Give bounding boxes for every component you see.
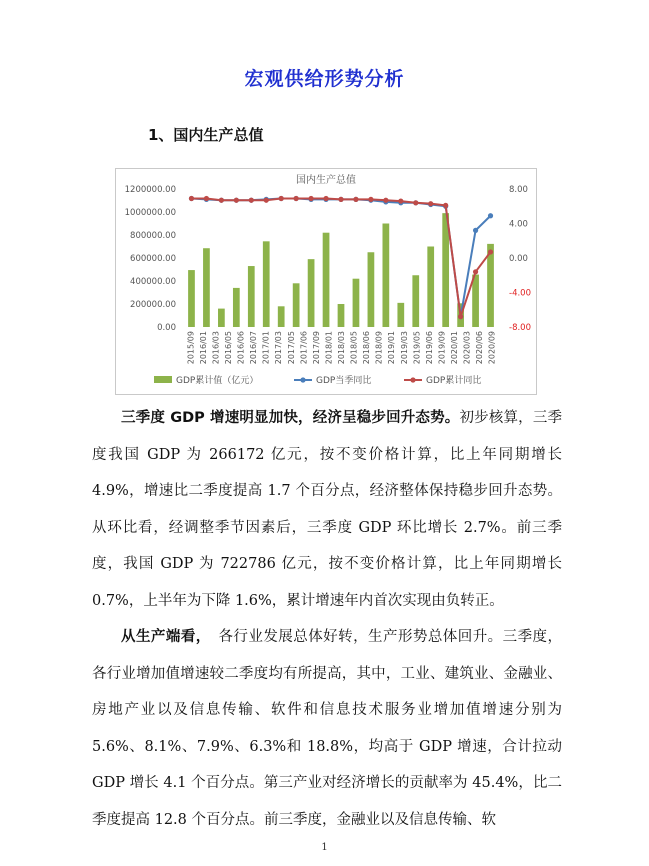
paragraph-text: 初步核算，三季度我国 GDP 为 266172 亿元，按不变价格计算，比上年同期增长 4.9%，增速比二季度提高 1.7 个百分点，经济整体保持稳步回升态势。从环比看，经调整季节因素后，三季度 GDP 环比增长 2.7%。前三季度，我国 GDP 为 722786 亿元，按不变价格计算，比上年同期增长 0.7%，上半年为下降 1.6%，累计增速年内首次实现由负转正。 [92,410,562,609]
point-gdp-cumulative-yoy [219,198,224,203]
point-gdp-cumulative-yoy [189,196,194,201]
y-left-tick-label: 600000.00 [130,254,176,264]
body-text [92,400,562,838]
y-left-tick-label: 800000.00 [130,231,176,241]
gdp-chart-svg [116,169,536,394]
x-tick-label: 2018/05 [349,331,359,365]
x-tick-label: 2016/06 [236,331,246,365]
legend-label: GDP累计值（亿元） [176,376,259,386]
x-tick-label: 2017/01 [261,331,271,365]
x-tick-label: 2016/03 [211,331,221,365]
x-tick-label: 2019/03 [399,331,409,365]
x-tick-label: 2018/06 [362,331,372,365]
bar-gdp-cumulative [218,309,225,327]
point-gdp-cumulative-yoy [473,269,478,274]
paragraph-production-side [92,619,562,838]
bar-gdp-cumulative [203,248,210,327]
bar-gdp-cumulative [308,259,315,327]
x-tick-label: 2017/03 [274,331,284,365]
point-gdp-cumulative-yoy [249,198,254,203]
bar-gdp-cumulative [323,233,330,327]
chart-title: 国内生产总值 [296,175,356,186]
paragraph-text: 各行业发展总体好转，生产形势总体回升。三季度，各行业增加值增速较二季度均有所提高，其中，工业、建筑业、金融业、房地产业以及信息传输、软件和信息技术服务业增加值增速分别为 5.6%、8.1%、7.9%、6.3%和 18.8%，均高于 GDP 增速，合计拉动 GDP 增长 4.1 个百分点。第三产业对经济增长的贡献率为 45.4%，比二季度提高 12.8 个百分点。前三季度，金融业以及信息传输、软 [92,629,563,828]
point-gdp-quarterly-yoy [488,213,493,218]
bar-gdp-cumulative [368,252,375,327]
legend-label: GDP当季同比 [316,376,372,386]
point-gdp-quarterly-yoy [473,228,478,233]
point-gdp-cumulative-yoy [323,196,328,201]
x-tick-label: 2019/09 [437,331,447,365]
x-tick-label: 2019/06 [424,331,434,365]
x-tick-label: 2018/09 [374,331,384,365]
bar-gdp-cumulative [263,241,270,327]
legend-marker [410,377,415,382]
bar-gdp-cumulative [472,275,479,327]
bar-gdp-cumulative [353,279,360,327]
bar-gdp-cumulative [293,283,300,327]
point-gdp-cumulative-yoy [368,197,373,202]
x-tick-label: 2020/09 [487,331,497,365]
y-left-tick-label: 1200000.00 [124,185,176,195]
point-gdp-cumulative-yoy [353,197,358,202]
section-heading: 1、国内生产总值 [148,126,264,144]
bar-gdp-cumulative [412,275,419,327]
x-tick-label: 2017/06 [299,331,309,365]
x-tick-label: 2016/01 [198,331,208,365]
point-gdp-cumulative-yoy [264,198,269,203]
point-gdp-cumulative-yoy [308,196,313,201]
legend-swatch [154,376,172,383]
paragraph-gdp-growth [92,400,562,619]
y-right-tick-label: -8.00 [509,323,531,333]
point-gdp-cumulative-yoy [294,196,299,201]
y-right-tick-label: 8.00 [509,185,528,195]
point-gdp-cumulative-yoy [279,196,284,201]
page-title: 宏观供给形势分析 [244,68,405,90]
point-gdp-cumulative-yoy [338,197,343,202]
point-gdp-cumulative-yoy [458,314,463,319]
point-gdp-cumulative-yoy [383,198,388,203]
x-tick-label: 2020/01 [450,331,460,365]
x-tick-label: 2015/09 [186,331,196,365]
bar-gdp-cumulative [427,247,434,328]
bar-gdp-cumulative [278,306,285,327]
y-right-tick-label: -4.00 [509,288,531,299]
bar-gdp-cumulative [233,288,240,327]
point-gdp-cumulative-yoy [443,203,448,208]
x-tick-label: 2019/05 [412,331,422,365]
x-tick-label: 2016/07 [249,331,259,365]
y-left-tick-label: 0.00 [157,323,176,333]
legend-label: GDP累计同比 [426,376,482,386]
y-right-tick-label: 0.00 [509,254,528,264]
point-gdp-cumulative-yoy [234,198,239,203]
point-gdp-cumulative-yoy [398,198,403,203]
y-left-tick-label: 200000.00 [130,300,176,310]
x-tick-label: 2019/01 [387,331,397,365]
bar-gdp-cumulative [188,270,195,327]
page-number: 1 [321,842,328,853]
gdp-chart [115,168,537,395]
x-tick-label: 2020/03 [462,331,472,365]
point-gdp-cumulative-yoy [413,200,418,205]
x-tick-label: 2020/06 [475,331,485,365]
legend-marker [300,377,305,382]
bar-gdp-cumulative [382,224,389,328]
paragraph-lead: 三季度 GDP 增速明显加快，经济呈稳步回升态势。 [121,410,460,426]
point-gdp-cumulative-yoy [428,201,433,206]
x-tick-label: 2017/09 [311,331,321,365]
x-tick-label: 2018/03 [337,331,346,365]
x-tick-label: 2016/05 [223,331,233,365]
y-left-tick-label: 400000.00 [130,277,176,287]
bar-gdp-cumulative [338,304,345,327]
point-gdp-cumulative-yoy [488,249,493,254]
bar-gdp-cumulative [397,303,404,327]
point-gdp-cumulative-yoy [204,196,209,201]
x-tick-label: 2018/01 [324,331,334,365]
bar-gdp-cumulative [248,266,255,327]
y-left-tick-label: 1000000.00 [124,208,176,218]
paragraph-lead: 从生产端看， [121,629,204,645]
x-tick-label: 2017/05 [286,331,296,365]
y-right-tick-label: 4.00 [509,219,528,230]
